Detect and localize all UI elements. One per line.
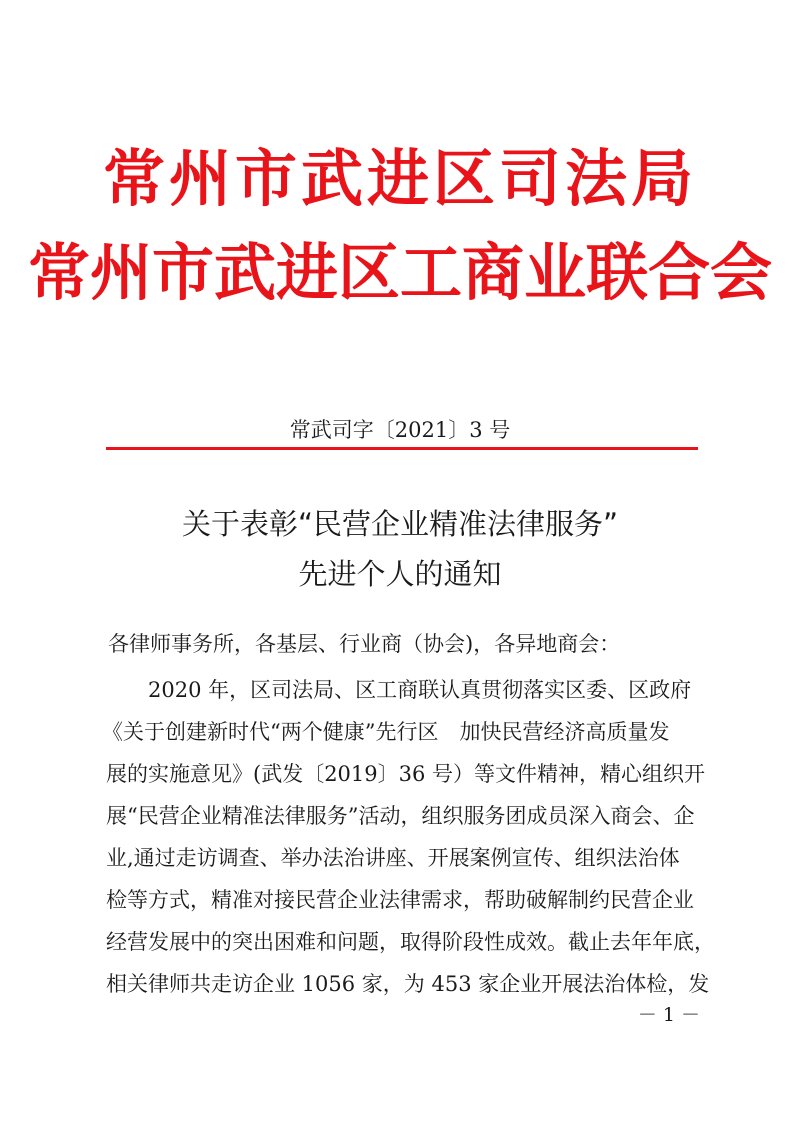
issuer-title-federation: 常州市武进区工商业联合会 bbox=[27, 236, 772, 309]
red-divider-line bbox=[106, 447, 698, 450]
document-title-line-1: 关于表彰“民营企业精准法律服务” bbox=[181, 507, 619, 541]
page-number: － 1 － bbox=[637, 1004, 700, 1026]
document-title-line-2: 先进个人的通知 bbox=[298, 557, 502, 591]
body-line: 检等方式，精准对接民营企业法律需求，帮助破解制约民营企业 bbox=[106, 888, 694, 912]
body-line: 2020 年，区司法局、区工商联认真贯彻落实区委、区政府 bbox=[148, 678, 692, 702]
body-line: 展的实施意见》(武发〔2019〕36 号）等文件精神，精心组织开 bbox=[106, 762, 706, 786]
body-line: 经营发展中的突出困难和问题，取得阶段性成效。截止去年年底， bbox=[106, 930, 715, 954]
issuer-title-judicial-bureau: 常州市武进区司法局 bbox=[102, 142, 697, 215]
body-line: 《关于创建新时代“两个健康”先行区 加快民营经济高质量发 bbox=[102, 720, 670, 744]
document-number: 常武司字〔2021〕3 号 bbox=[289, 418, 511, 442]
body-line: 业,通过走访调查、举办法治讲座、开展案例宣传、组织法治体 bbox=[106, 846, 680, 870]
body-line: 相关律师共走访企业 1056 家，为 453 家企业开展法治体检，发 bbox=[106, 972, 710, 996]
body-line: 展“民营企业精准法律服务”活动，组织服务团成员深入商会、企 bbox=[106, 804, 695, 828]
salutation: 各律师事务所，各基层、行业商（协会)，各异地商会： bbox=[108, 632, 621, 656]
